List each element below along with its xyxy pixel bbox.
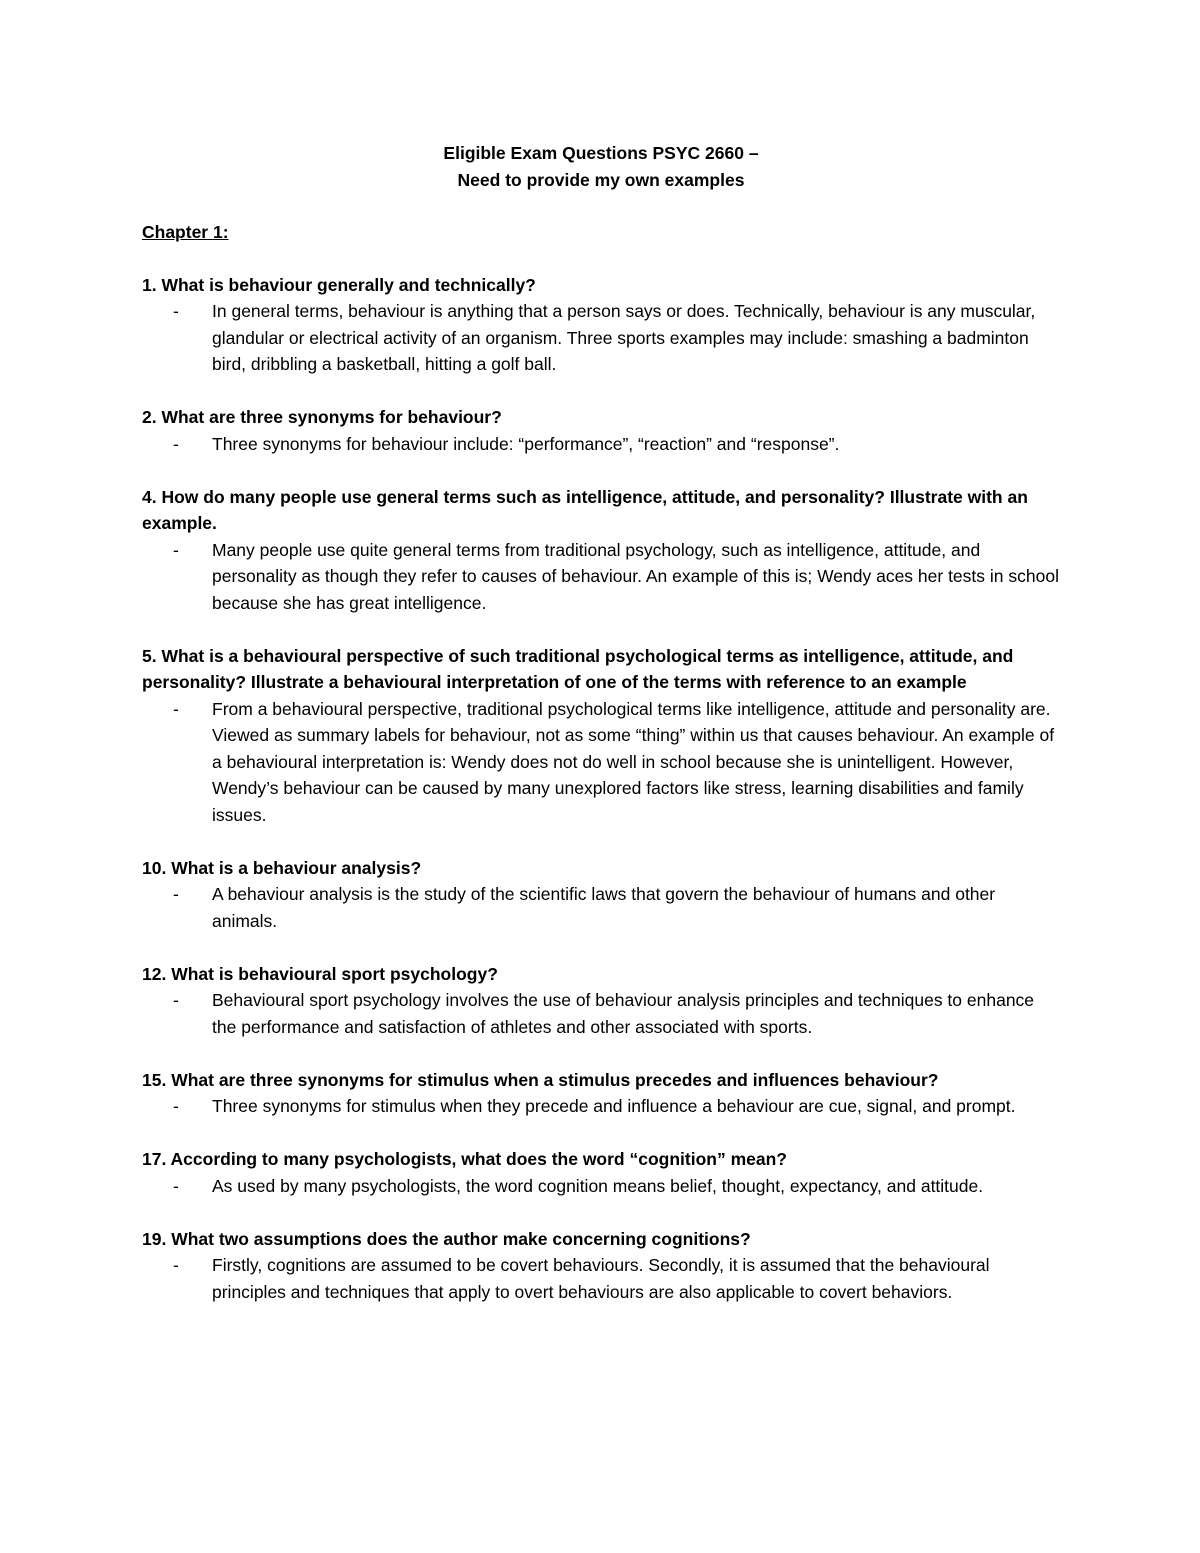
answer-text: Three synonyms for stimulus when they precede and influence a behaviour are cue, signal, and prompt. [212,1096,1016,1116]
bullet-dash: - [173,433,179,454]
answer-bullet [142,1252,1060,1305]
bullet-dash: - [173,1255,179,1275]
question-text: 17. According to many psychologists, what does the word “cognition” mean? [142,1149,787,1169]
answer-bullet [142,431,1060,458]
bullet-dash: - [173,990,179,1010]
question-text: 5. What is a behavioural perspective of such traditional psychological terms as intelligence, attitude, and personality? Illustrate a behavioural interpretation of one of the terms with reference to an example [142,645,1014,692]
qa-item [142,272,1060,378]
answer-text: In general terms, behaviour is anything that a person says or does. Technically, behaviour is any muscular, glandular or electrical activity of an organism. Three sports examples may include: smashing a badminton bird, dribbling a basketball, hitting a golf ball. [212,301,1036,374]
qa-item [142,855,1060,935]
answer-text: Three synonyms for behaviour include: “performance”, “reaction” and “response”. [212,433,840,454]
qa-item [142,1067,1060,1120]
answer-bullet [142,696,1060,829]
chapter-heading: Chapter 1: [142,222,229,242]
bullet-dash: - [173,884,179,904]
qa-item [142,961,1060,1041]
bullet-dash: - [173,301,179,321]
answer-bullet [142,298,1060,378]
answer-bullet [142,1173,1060,1200]
answer-bullet [142,537,1060,617]
qa-item [142,643,1060,829]
bullet-dash: - [173,1175,179,1196]
question-text: 4. How do many people use general terms such as intelligence, attitude, and personality? Illustrate with an example. [142,486,1028,533]
bullet-dash: - [173,1096,179,1116]
bullet-dash: - [173,698,179,719]
document-title [142,140,1060,193]
question-text: 10. What is a behaviour analysis? [142,857,422,878]
answer-bullet [142,1093,1060,1120]
answer-text: Many people use quite general terms from traditional psychology, such as intelligence, attitude, and personality as though they refer to causes of behaviour. An example of this is; Wendy aces her tests in school because she has great intelligence. [212,539,1059,613]
bullet-dash: - [173,539,179,560]
qa-item [142,404,1060,457]
title-line-1: Eligible Exam Questions PSYC 2660 – [443,143,759,163]
qa-item [142,1146,1060,1199]
qa-item [142,1226,1060,1306]
question-text: 15. What are three synonyms for stimulus when a stimulus precedes and influences behaviour? [142,1069,939,1090]
question-text: 2. What are three synonyms for behaviour? [142,407,502,427]
qa-item [142,484,1060,617]
question-text: 19. What two assumptions does the author make concerning cognitions? [142,1228,751,1249]
answer-text: As used by many psychologists, the word cognition means belief, thought, expectancy, and attitude. [212,1175,984,1196]
answer-text: From a behavioural perspective, traditional psychological terms like intelligence, attitude and personality are. Viewed as summary labels for behaviour, not as some “thing” within us that causes behaviour. An example of a behavioural interpretation is: Wendy does not do well in school because she is unintelligent. However, Wendy’s behaviour can be caused by many unexplored factors like stress, learning disabilities and family issues. [212,698,1055,825]
title-line-2: Need to provide my own examples [457,169,745,190]
answer-text: Firstly, cognitions are assumed to be covert behaviours. Secondly, it is assumed that the behavioural principles and techniques that apply to overt behaviours are also applicable to covert behaviors. [212,1255,990,1302]
answer-text: A behaviour analysis is the study of the scientific laws that govern the behaviour of humans and other animals. [212,884,996,931]
answer-text: Behavioural sport psychology involves the use of behaviour analysis principles and techniques to enhance the performance and satisfaction of athletes and other associated with sports. [212,990,1035,1037]
question-text: 12. What is behavioural sport psychology? [142,963,498,984]
answer-bullet [142,881,1060,934]
question-text: 1. What is behaviour generally and technically? [142,274,536,295]
answer-bullet [142,987,1060,1040]
